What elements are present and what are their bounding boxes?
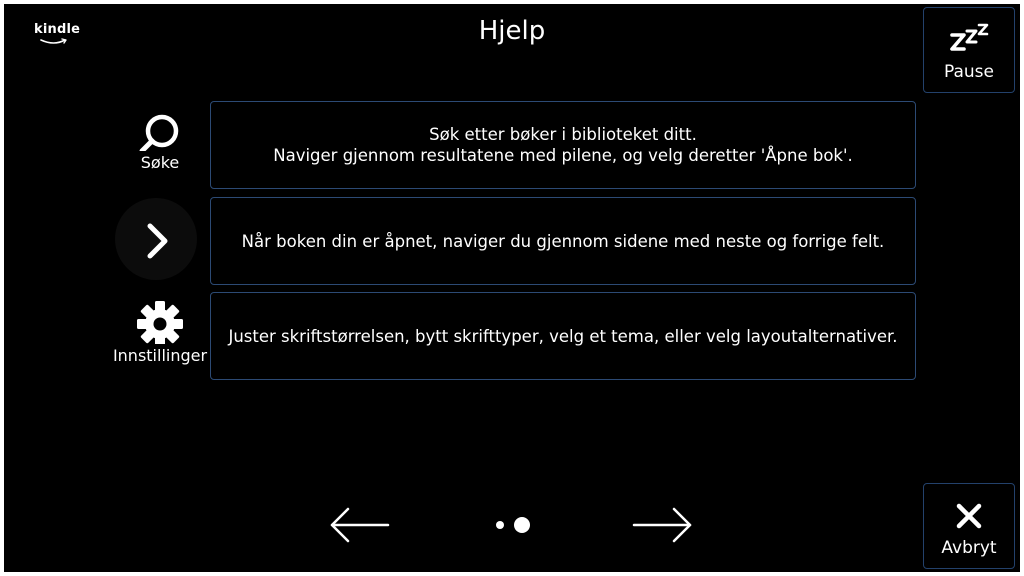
cancel-button[interactable] [923,483,1015,569]
help-row-navigate [110,197,916,285]
help-text-navigate [210,197,916,285]
search-label: Søke [140,153,180,172]
pause-button[interactable] [923,7,1015,93]
next-page-shortcut [110,197,210,285]
close-icon [951,498,987,534]
settings-shortcut [110,292,210,380]
page-indicator [494,516,534,534]
arrow-left-icon [326,505,390,545]
page-dot [496,521,504,529]
help-text-settings [210,292,916,380]
help-row-search [110,101,916,189]
sleep-zzz-icon [947,22,991,58]
help-screen [4,4,1020,572]
arrow-right-icon [632,505,696,545]
cancel-label: Avbryt [941,538,997,558]
help-text-line: Naviger gjennom resultatene med pilene, og velg deretter 'Åpne bok'. [273,146,853,165]
pause-label: Pause [944,62,994,82]
settings-label: Innstillinger [112,346,208,365]
help-text-search [210,101,916,189]
next-page-button[interactable] [632,505,696,545]
help-text-line: Søk etter bøker i biblioteket ditt. [429,125,697,144]
search-shortcut [110,101,210,189]
page-dot-active [514,517,530,533]
page-title: Hjelp [478,16,546,46]
help-row-settings [110,292,916,380]
chevron-right-icon [110,197,210,285]
help-text-line: Juster skriftstørrelsen, bytt skrifttyper, velg et tema, eller velg layoutalternativer. [228,326,898,346]
kindle-logo-text: kindle [34,22,81,37]
search-icon [110,101,210,151]
previous-page-button[interactable] [326,505,390,545]
gear-icon [110,292,210,344]
help-text-line: Når boken din er åpnet, naviger du gjennom sidene med neste og forrige felt. [241,231,885,251]
